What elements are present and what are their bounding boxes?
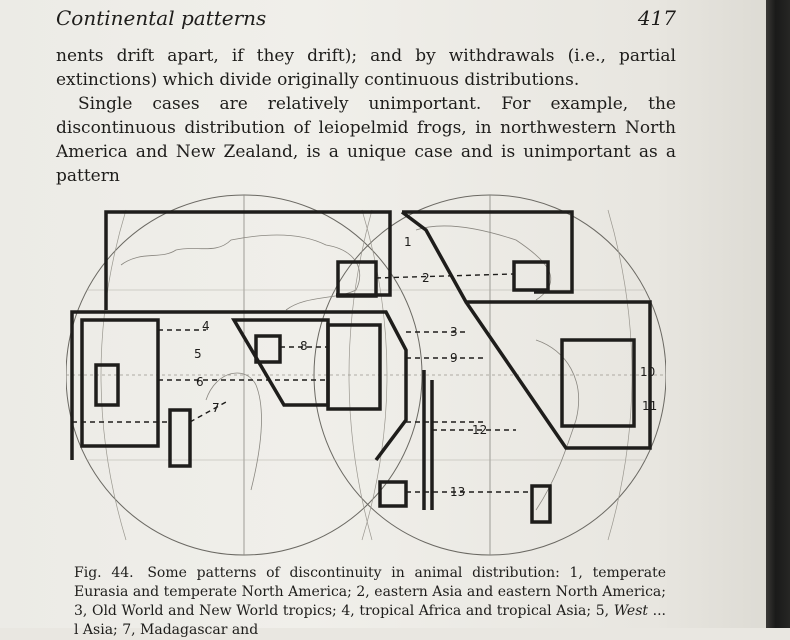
box-3-west-outer [72,312,406,460]
label-4: 4 [202,319,210,333]
page-number: 417 [637,6,676,30]
map-svg [66,190,666,560]
caption-cutoff: ... l Asia; 7, Madagascar and [74,603,667,638]
box-5-madagascar [96,365,118,405]
box-8-small [256,336,280,362]
distribution-map-figure [66,190,666,560]
box-7 [170,410,190,466]
label-9: 9 [450,351,458,365]
body-text [56,44,676,188]
caption-italic: West [613,603,649,619]
running-title: Continental patterns [56,6,267,30]
box-1-east [336,280,390,295]
label-6: 6 [196,375,204,389]
book-spine-edge [766,0,790,628]
label-1: 1 [404,235,412,249]
label-2: 2 [422,271,430,285]
box-4-africa [82,320,158,446]
label-10: 10 [640,365,656,379]
label-12: 12 [472,423,488,437]
box-2-east [514,262,548,290]
label-11: 11 [642,399,658,413]
caption-label: Fig. 44. [74,565,134,581]
label-13: 13 [450,485,466,499]
box-10 [562,340,634,426]
label-8: 8 [300,339,308,353]
figure-caption [74,564,666,640]
label-5: 5 [194,347,202,361]
paragraph-2: Single cases are relatively unimportant. For example, the discontinuous distribution of leiopelmid frogs, in northwestern North America and New Zealand, is a unique case and is unimportant as a pattern [56,94,676,186]
paragraph-1: nents drift apart, if they drift); and by withdrawals (i.e., partial extinctions) which divide originally continuous distributions. [56,46,676,90]
label-3: 3 [450,325,458,339]
label-7: 7 [212,401,220,415]
running-head [56,6,676,30]
box-6-asia [328,325,380,409]
caption-text: Some patterns of discontinuity in animal distribution: 1, temperate Eurasia and temperate North America; 2, eastern Asia and eastern North America; 3, Old World and New World tropics; 4, tropical Africa and tropical Asia; 5, [74,565,666,619]
